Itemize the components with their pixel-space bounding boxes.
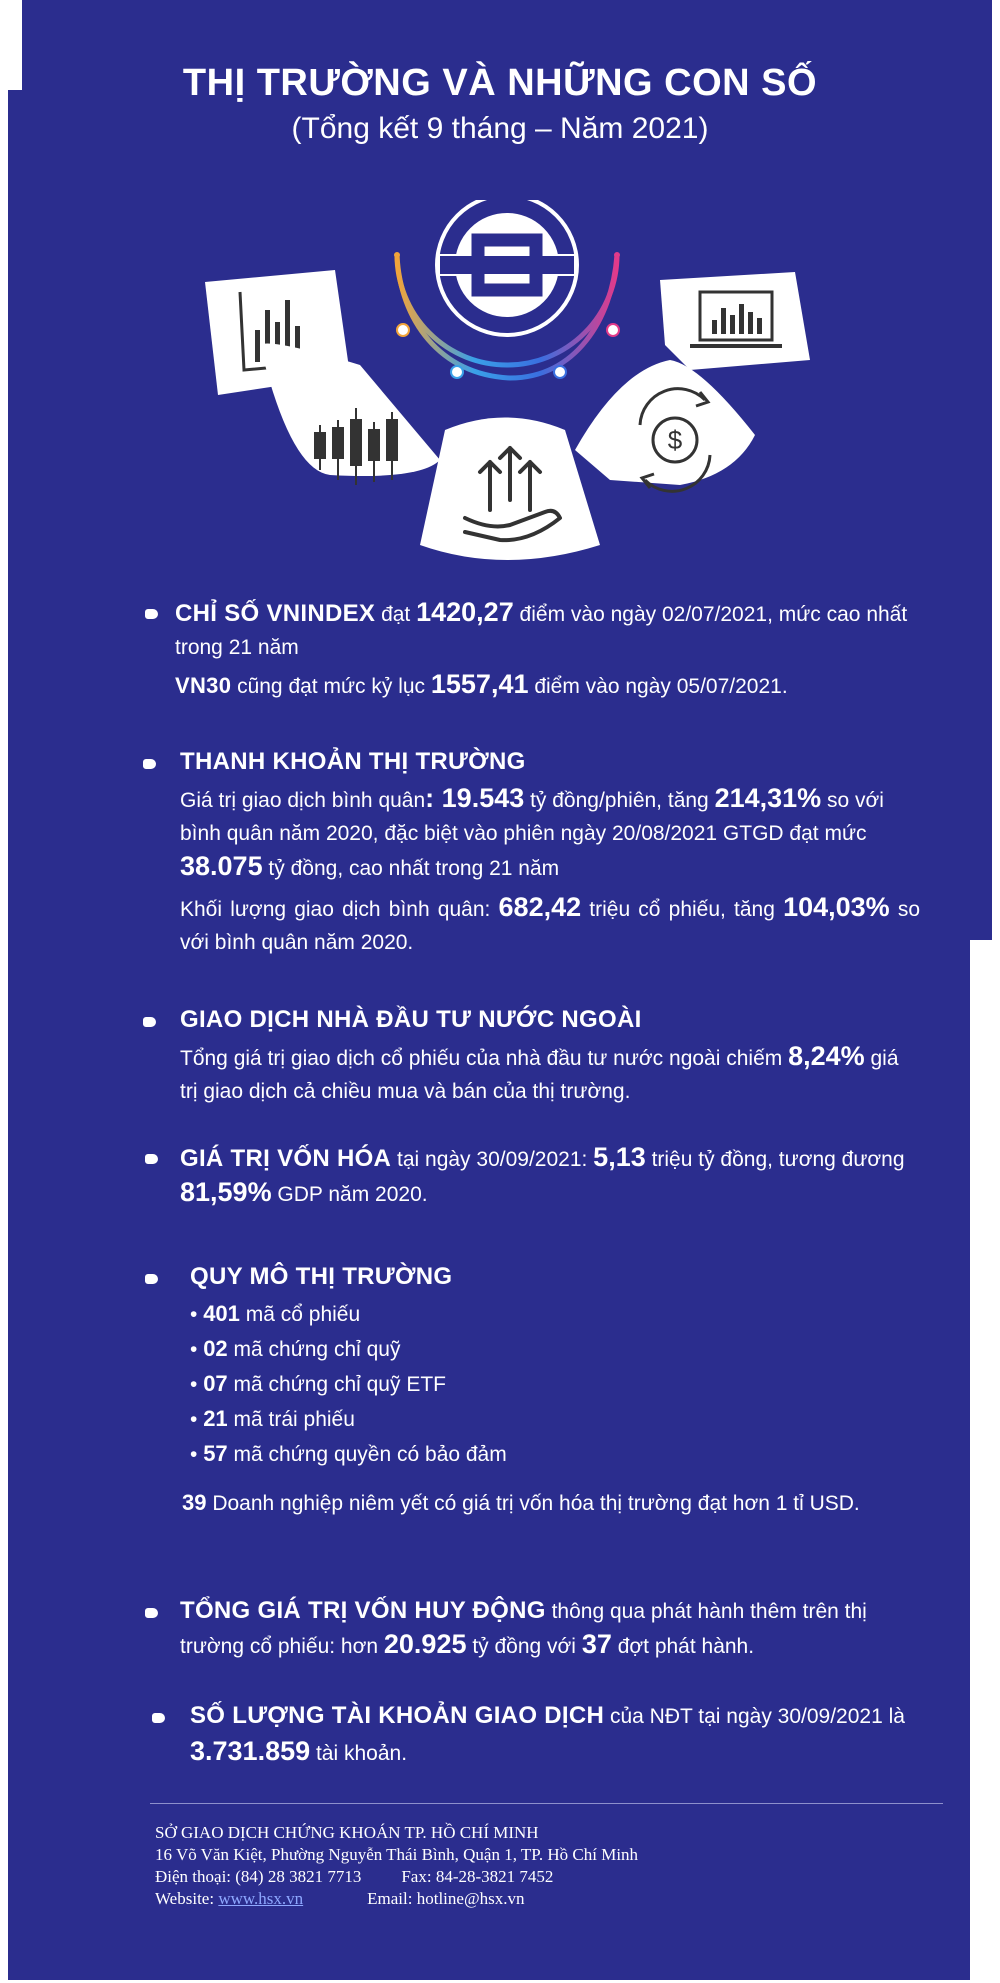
hero-graphic: [0, 200, 1000, 580]
foreign-label: GIAO DỊCH NHÀ ĐẦU TƯ NƯỚC NGOÀI: [180, 1006, 642, 1033]
bullet-icon: [145, 1608, 158, 1618]
candlestick-chart-icon: [260, 344, 440, 485]
accounts-value: 3.731.859: [190, 1736, 311, 1766]
vnindex-label: CHỈ SỐ VNINDEX: [175, 600, 376, 627]
accounts-label: SỐ LƯỢNG TÀI KHOẢN GIAO DỊCH: [190, 1702, 605, 1729]
bullet-icon: [143, 1017, 156, 1027]
footer-org: SỞ GIAO DỊCH CHỨNG KHOÁN TP. HỒ CHÍ MINH: [155, 1823, 539, 1842]
bullet-icon: [152, 1713, 165, 1723]
list-item: • 07 mã chứng chỉ quỹ ETF: [190, 1371, 446, 1396]
bullet-icon: [143, 759, 156, 769]
bullet-icon: [145, 1274, 158, 1284]
bullet-icon: [145, 1154, 158, 1164]
footer: [155, 1822, 955, 1910]
page-title: THỊ TRƯỜNG VÀ NHỮNG CON SỐ: [182, 62, 818, 104]
footer-web: Website: www.hsx.vn Email: hotline@hsx.vn: [155, 1889, 525, 1908]
dollar-exchange-icon: [575, 360, 755, 491]
website-link[interactable]: www.hsx.vn: [218, 1889, 304, 1908]
footer-email: Email: hotline@hsx.vn: [367, 1889, 525, 1908]
section-capital: TỔNG GIÁ TRỊ VỐN HUY ĐỘNG thông qua phát hành thêm trên thị trường cổ phiếu: hơn 20.925 tỷ đồng với 37 đợt phát hành.: [180, 1597, 867, 1659]
svg-text:$: $: [667, 425, 683, 455]
liquidity-label: THANH KHOẢN THỊ TRƯỜNG: [180, 748, 526, 775]
scale-note-number: 39: [182, 1490, 207, 1515]
market-cap-label: GIÁ TRỊ VỐN HÓA: [180, 1145, 392, 1172]
page-subtitle: (Tổng kết 9 tháng – Năm 2021): [291, 112, 709, 145]
list-item: • 57 mã chứng quyền có bảo đảm: [190, 1441, 507, 1466]
growth-hand-icon: [420, 418, 600, 561]
scale-label: QUY MÔ THỊ TRƯỜNG: [190, 1263, 453, 1290]
list-item: • 401 mã cổ phiếu: [190, 1301, 361, 1326]
footer-address: 16 Võ Văn Kiệt, Phường Nguyễn Thái Bình, Quận 1, TP. Hồ Chí Minh: [155, 1845, 639, 1864]
vn30-value: 1557,41: [430, 669, 529, 699]
footer-divider: [150, 1803, 943, 1804]
hsx-logo: [435, 200, 579, 337]
section-vnindex: CHỈ SỐ VNINDEX đạt 1420,27 điểm vào ngày 02/07/2021, mức cao nhất trong 21 năm VN30 cũng đạt mức kỷ lục 1557,41 điểm vào ngày 05/07/2021.: [175, 597, 908, 699]
footer-contact: Điện thoại: (84) 28 3821 7713 Fax: 84-28-3821 7452: [155, 1867, 554, 1886]
laptop-chart-icon: [660, 272, 810, 370]
list-item: • 21 mã trái phiếu: [190, 1406, 355, 1431]
section-market-scale: QUY MÔ THỊ TRƯỜNG • 401 mã cổ phiếu • 02 mã chứng chỉ quỹ • 07 mã chứng chỉ quỹ ETF • 21 mã trái phiếu • 57 mã chứng quyền có bảo đảm 39 Doanh nghiệp niêm yết có giá trị vốn hóa thị trường đạt hơn 1 tỉ USD.: [190, 1260, 930, 1520]
list-item: • 02 mã chứng chỉ quỹ: [190, 1336, 401, 1361]
section-liquidity: THANH KHOẢN THỊ TRƯỜNG Giá trị giao dịch bình quân: 19.543 tỷ đồng/phiên, tăng 214,31% so với bình quân năm 2020, đặc biệt vào phiên ngày 20/08/2021 GTGD đạt mức 38.075 tỷ đồng, cao nhất trong 21 năm Khối lượng giao dịch bình quân: 682,42 triệu cổ phiếu, tăng 104,03% so với bình quân năm 2020.: [180, 745, 920, 959]
vnindex-value: 1420,27: [416, 597, 514, 627]
capital-label: TỔNG GIÁ TRỊ VỐN HUY ĐỘNG: [180, 1597, 546, 1624]
section-accounts: SỐ LƯỢNG TÀI KHOẢN GIAO DỊCH của NĐT tại ngày 30/09/2021 là 3.731.859 tài khoản.: [190, 1702, 905, 1766]
bullet-icon: [145, 609, 158, 619]
section-foreign: GIAO DỊCH NHÀ ĐẦU TƯ NƯỚC NGOÀI Tổng giá trị giao dịch cổ phiếu của nhà đầu tư nước ngoài chiếm 8,24% giá trị giao dịch cả chiều mua và bán của thị trường.: [180, 1003, 920, 1108]
vn30-label: VN30: [175, 673, 232, 698]
section-market-cap: GIÁ TRỊ VỐN HÓA tại ngày 30/09/2021: 5,13 triệu tỷ đồng, tương đương 81,59% GDP năm 2020.: [180, 1142, 905, 1207]
